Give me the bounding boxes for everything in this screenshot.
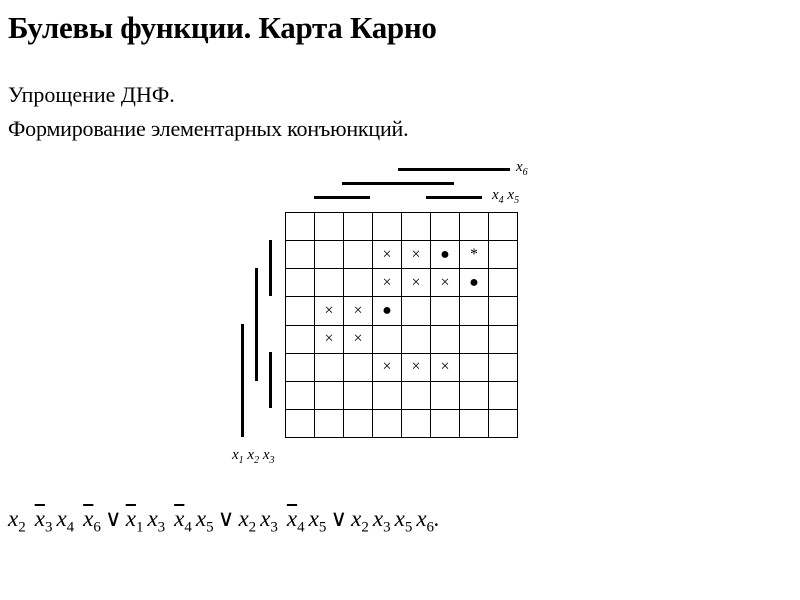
kmap-cell	[489, 409, 518, 437]
negated-literal: $\overline{x}_4$	[286, 506, 305, 536]
kmap-cell	[460, 213, 489, 241]
kmap-cell	[489, 213, 518, 241]
bracket-bar-x4-left	[314, 196, 370, 199]
or-operator: ∨	[330, 506, 348, 531]
kmap-mark: ×	[315, 297, 344, 325]
kmap-cell	[460, 381, 489, 409]
bracket-bar-x3-lower	[269, 352, 272, 408]
kmap-cell	[431, 297, 460, 325]
kmap-cell	[489, 353, 518, 381]
kmap-cell	[373, 213, 402, 241]
kmap-cell	[460, 297, 489, 325]
negated-literal: $\overline{x}_6$	[83, 506, 101, 536]
literal: $x_5$	[394, 506, 413, 536]
kmap-cell	[373, 325, 402, 353]
kmap-cell	[402, 325, 431, 353]
karnaugh-map	[285, 212, 518, 438]
kmap-cell	[315, 213, 344, 241]
kmap-row	[286, 269, 518, 297]
formula-term	[125, 506, 214, 536]
result-formula	[8, 506, 440, 537]
kmap-mark: ×	[402, 269, 431, 297]
kmap-row	[286, 241, 518, 269]
kmap-mark: ×	[431, 269, 460, 297]
kmap-mark: ×	[402, 241, 431, 269]
kmap-mark: ×	[315, 325, 344, 353]
literal: $x_2$	[8, 506, 26, 536]
kmap-cell	[402, 297, 431, 325]
kmap-cell	[315, 241, 344, 269]
bracket-bar-x3-upper	[269, 240, 272, 296]
subtitle-simplify-dnf: Упрощение ДНФ.	[8, 82, 175, 107]
literal: $x_5$	[195, 506, 214, 536]
label-x6: $x_6$	[516, 159, 528, 178]
kmap-cell	[286, 241, 315, 269]
kmap-cell	[286, 297, 315, 325]
label-x1-x2-x3: $x_1$ $x_2$ $x_3$	[232, 447, 275, 466]
kmap-mark: ×	[431, 353, 460, 381]
kmap-mark: ×	[373, 353, 402, 381]
label-x4-x5: $x_4$ $x_5$	[492, 187, 520, 206]
kmap-cell	[286, 213, 315, 241]
kmap-cell	[489, 381, 518, 409]
negated-literal: $\overline{x}_1$	[125, 506, 144, 536]
kmap-row	[286, 409, 518, 437]
kmap-row	[286, 381, 518, 409]
kmap-cell	[315, 353, 344, 381]
kmap-cell	[344, 409, 373, 437]
literal: $x_2$	[351, 506, 369, 536]
kmap-cell	[286, 353, 315, 381]
kmap-cell	[286, 409, 315, 437]
kmap-cell	[373, 381, 402, 409]
kmap-cell	[460, 409, 489, 437]
literal: $x_6$	[416, 506, 435, 536]
kmap-cell	[344, 241, 373, 269]
kmap-mark: ×	[373, 241, 402, 269]
negated-literal: $\overline{x}_3$	[34, 506, 53, 536]
formula-term	[351, 506, 435, 536]
or-operator: ∨	[217, 506, 235, 531]
kmap-mark: *	[460, 241, 489, 269]
kmap-cell	[373, 409, 402, 437]
bracket-bar-x1	[241, 324, 244, 437]
kmap-cell	[489, 269, 518, 297]
bracket-bar-x6	[398, 168, 510, 171]
kmap-cell	[431, 325, 460, 353]
literal: $x_5$	[308, 506, 327, 536]
literal: $x_4$	[56, 506, 75, 536]
bracket-bar-x5	[342, 182, 454, 185]
subtitle-forming-conjunctions: Формирование элементарных конъюнкций.	[8, 116, 409, 141]
kmap-mark: ●	[460, 269, 489, 297]
formula-term	[8, 506, 101, 536]
formula-term	[238, 506, 327, 536]
literal: $x_3$	[372, 506, 391, 536]
kmap-cell	[344, 213, 373, 241]
kmap-row	[286, 297, 518, 325]
kmap-cell	[315, 269, 344, 297]
kmap-row	[286, 213, 518, 241]
bracket-bar-x4-right	[426, 196, 482, 199]
kmap-cell	[460, 325, 489, 353]
kmap-row	[286, 353, 518, 381]
or-operator: ∨	[104, 506, 122, 531]
kmap-mark: ×	[402, 353, 431, 381]
kmap-mark: ●	[373, 297, 402, 325]
kmap-mark: ×	[344, 297, 373, 325]
kmap-cell	[489, 325, 518, 353]
kmap-cell	[431, 381, 460, 409]
kmap-cell	[431, 409, 460, 437]
kmap-mark: ×	[344, 325, 373, 353]
kmap-cell	[402, 409, 431, 437]
formula-end: .	[434, 506, 440, 531]
literal: $x_3$	[260, 506, 278, 536]
kmap-cell	[402, 381, 431, 409]
kmap-cell	[489, 297, 518, 325]
literal: $x_2$	[238, 506, 257, 536]
kmap-cell	[315, 381, 344, 409]
kmap-cell	[315, 409, 344, 437]
kmap-row	[286, 325, 518, 353]
bracket-bar-x2	[255, 268, 258, 381]
literal: $x_3$	[147, 506, 166, 536]
kmap-mark: ●	[431, 241, 460, 269]
kmap-cell	[344, 269, 373, 297]
kmap-cell	[286, 381, 315, 409]
kmap-mark: ×	[373, 269, 402, 297]
kmap-cell	[402, 213, 431, 241]
kmap-cell	[460, 353, 489, 381]
kmap-cell	[431, 213, 460, 241]
page-title: Булевы функции. Карта Карно	[8, 10, 437, 45]
kmap-cell	[286, 325, 315, 353]
kmap-cell	[344, 381, 373, 409]
kmap-cell	[489, 241, 518, 269]
kmap-cell	[344, 353, 373, 381]
kmap-cell	[286, 269, 315, 297]
negated-literal: $\overline{x}_4$	[174, 506, 192, 536]
